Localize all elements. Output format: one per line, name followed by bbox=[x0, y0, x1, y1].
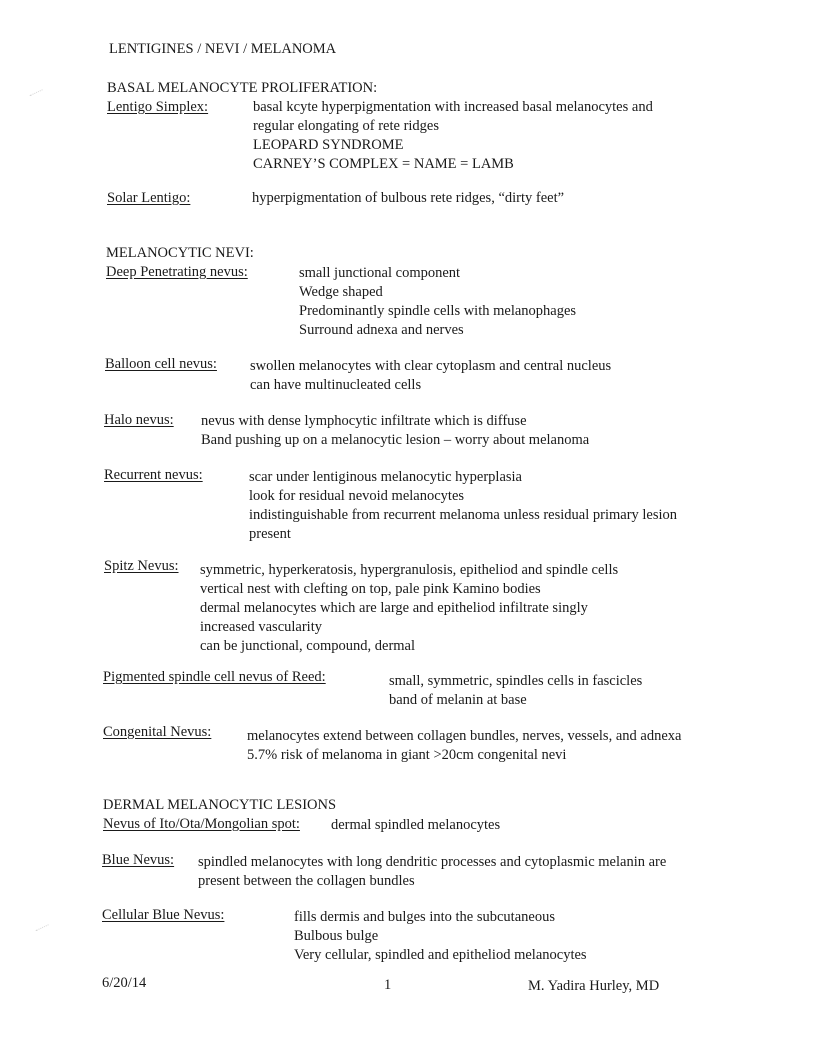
description-line: scar under lentiginous melanocytic hyperplasia bbox=[249, 469, 522, 485]
entry-term: Nevus of Ito/Ota/Mongolian spot: bbox=[103, 816, 300, 832]
description-line: band of melanin at base bbox=[389, 692, 527, 708]
entry-description bbox=[200, 561, 618, 656]
entry-description bbox=[253, 98, 653, 174]
description-line: Bulbous bulge bbox=[294, 928, 379, 944]
description-line: LEOPARD SYNDROME bbox=[253, 137, 404, 153]
entry-term: Spitz Nevus: bbox=[104, 558, 179, 574]
page-number: 1 bbox=[384, 977, 392, 993]
entry-description bbox=[198, 853, 666, 891]
description-line: fills dermis and bulges into the subcutaneous bbox=[294, 909, 555, 925]
description-line: can be junctional, compound, dermal bbox=[200, 638, 416, 654]
section-heading: BASAL MELANOCYTE PROLIFERATION: bbox=[107, 80, 378, 96]
description-line: hyperpigmentation of bulbous rete ridges, “dirty feet” bbox=[252, 190, 565, 206]
description-line: swollen melanocytes with clear cytoplasm and central nucleus bbox=[250, 358, 612, 374]
description-line: basal kcyte hyperpigmentation with increased basal melanocytes and bbox=[253, 99, 653, 115]
description-line: spindled melanocytes with long dendritic processes and cytoplasmic melanin are bbox=[198, 854, 667, 870]
entry-description bbox=[250, 357, 611, 395]
description-line: increased vascularity bbox=[200, 619, 322, 635]
entry-term: Congenital Nevus: bbox=[103, 724, 212, 740]
entry-term: Halo nevus: bbox=[104, 412, 174, 428]
entry-description bbox=[294, 908, 587, 965]
footer-author: M. Yadira Hurley, MD bbox=[528, 978, 660, 994]
description-line: small, symmetric, spindles cells in fascicles bbox=[389, 673, 643, 689]
section-heading: DERMAL MELANOCYTIC LESIONS bbox=[103, 797, 337, 813]
description-line: dermal melanocytes which are large and epitheliod infiltrate singly bbox=[200, 600, 588, 616]
document-title: LENTIGINES / NEVI / MELANOMA bbox=[109, 41, 337, 57]
entry-description bbox=[201, 412, 589, 450]
description-line: Band pushing up on a melanocytic lesion – worry about melanoma bbox=[201, 432, 590, 448]
description-line: small junctional component bbox=[299, 265, 461, 281]
description-line: indistinguishable from recurrent melanoma unless residual primary lesion bbox=[249, 507, 678, 523]
description-line: Predominantly spindle cells with melanophages bbox=[299, 303, 577, 319]
description-line: symmetric, hyperkeratosis, hypergranulosis, epitheliod and spindle cells bbox=[200, 562, 619, 578]
description-line: melanocytes extend between collagen bundles, nerves, vessels, and adnexa bbox=[247, 728, 682, 744]
entry-term: Balloon cell nevus: bbox=[105, 356, 217, 372]
entry-description bbox=[247, 727, 681, 765]
section-heading: MELANOCYTIC NEVI: bbox=[106, 245, 254, 261]
description-line: Very cellular, spindled and epitheliod melanocytes bbox=[294, 947, 587, 963]
entry-description bbox=[389, 672, 642, 710]
entry-term: Solar Lentigo: bbox=[107, 190, 191, 206]
entry-description bbox=[299, 264, 576, 340]
description-line: vertical nest with clefting on top, pale pink Kamino bodies bbox=[200, 581, 541, 597]
entry-term: Blue Nevus: bbox=[102, 852, 175, 868]
entry-term: Cellular Blue Nevus: bbox=[102, 907, 225, 923]
description-line: CARNEY’S COMPLEX = NAME = LAMB bbox=[253, 156, 514, 172]
description-line: look for residual nevoid melanocytes bbox=[249, 488, 465, 504]
entry-term: Pigmented spindle cell nevus of Reed: bbox=[103, 669, 326, 685]
description-line: Wedge shaped bbox=[299, 284, 383, 300]
entry-term: Recurrent nevus: bbox=[104, 467, 203, 483]
description-line: Surround adnexa and nerves bbox=[299, 322, 464, 338]
description-line: present between the collagen bundles bbox=[198, 873, 415, 889]
scan-speck bbox=[30, 89, 45, 99]
description-line: dermal spindled melanocytes bbox=[331, 817, 501, 833]
description-line: present bbox=[249, 526, 291, 542]
entry-description bbox=[249, 468, 677, 544]
entry-term: Lentigo Simplex: bbox=[107, 99, 209, 115]
entry-term: Deep Penetrating nevus: bbox=[106, 264, 248, 280]
description-line: can have multinucleated cells bbox=[250, 377, 422, 393]
scan-speck bbox=[36, 924, 51, 934]
footer-date: 6/20/14 bbox=[102, 975, 147, 991]
description-line: regular elongating of rete ridges bbox=[253, 118, 440, 134]
description-line: nevus with dense lymphocytic infiltrate which is diffuse bbox=[201, 413, 527, 429]
description-line: 5.7% risk of melanoma in giant >20cm congenital nevi bbox=[247, 747, 567, 763]
